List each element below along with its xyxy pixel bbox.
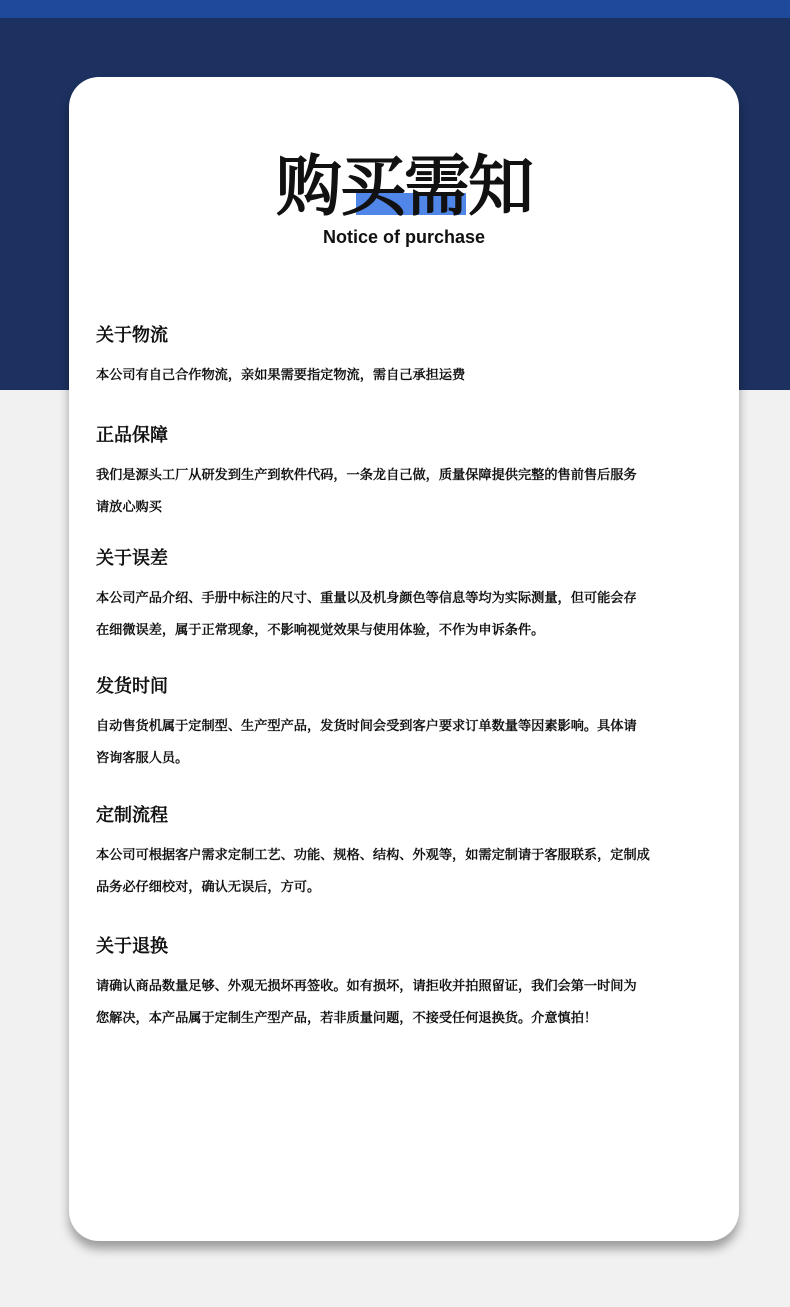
section-text-line: 品务必仔细校对，确认无误后，方可。 bbox=[96, 880, 321, 895]
section-heading: 关于退换 bbox=[96, 936, 168, 957]
section-text-line: 请确认商品数量足够、外观无损坏再签收。如有损坏，请拒收并拍照留证，我们会第一时间为 bbox=[96, 979, 637, 994]
section-text-line: 本公司产品介绍、手册中标注的尺寸、重量以及机身颜色等信息等均为实际测量，但可能会存 bbox=[96, 591, 637, 606]
page-title: 购买需知 bbox=[276, 148, 532, 225]
section-returns bbox=[96, 933, 716, 1035]
section-text-line: 自动售货机属于定制型、生产型产品，发货时间会受到客户要求订单数量等因素影响。具体请 bbox=[96, 719, 637, 734]
section-text-line: 我们是源头工厂从研发到生产到软件代码，一条龙自己做，质量保障提供完整的售前售后服务 bbox=[96, 468, 637, 483]
header-stripe bbox=[0, 0, 790, 18]
section-heading: 关于误差 bbox=[96, 548, 168, 569]
section-text-line: 本公司有自己合作物流，亲如果需要指定物流，需自己承担运费 bbox=[96, 368, 466, 383]
section-shipping-time bbox=[96, 673, 716, 775]
section-authenticity bbox=[96, 422, 716, 524]
section-text-line: 在细微误差，属于正常现象，不影响视觉效果与使用体验，不作为申诉条件。 bbox=[96, 623, 545, 638]
section-heading: 发货时间 bbox=[96, 676, 168, 697]
section-text-line: 您解决，本产品属于定制生产型产品，若非质量问题，不接受任何退换货。介意慎拍！ bbox=[96, 1011, 598, 1026]
section-customization bbox=[96, 802, 716, 904]
section-error-tolerance bbox=[96, 545, 716, 647]
section-heading: 定制流程 bbox=[96, 805, 168, 826]
section-text-line: 本公司可根据客户需求定制工艺、功能、规格、结构、外观等，如需定制请于客服联系，定制成 bbox=[96, 848, 650, 863]
title-block bbox=[69, 147, 739, 227]
notice-card bbox=[69, 77, 739, 1241]
section-heading: 关于物流 bbox=[96, 325, 168, 346]
section-text-line: 请放心购买 bbox=[96, 500, 162, 515]
page-subtitle: Notice of purchase bbox=[322, 227, 486, 247]
section-heading: 正品保障 bbox=[96, 425, 168, 446]
section-text-line: 咨询客服人员。 bbox=[96, 751, 189, 766]
section-logistics bbox=[96, 322, 716, 392]
